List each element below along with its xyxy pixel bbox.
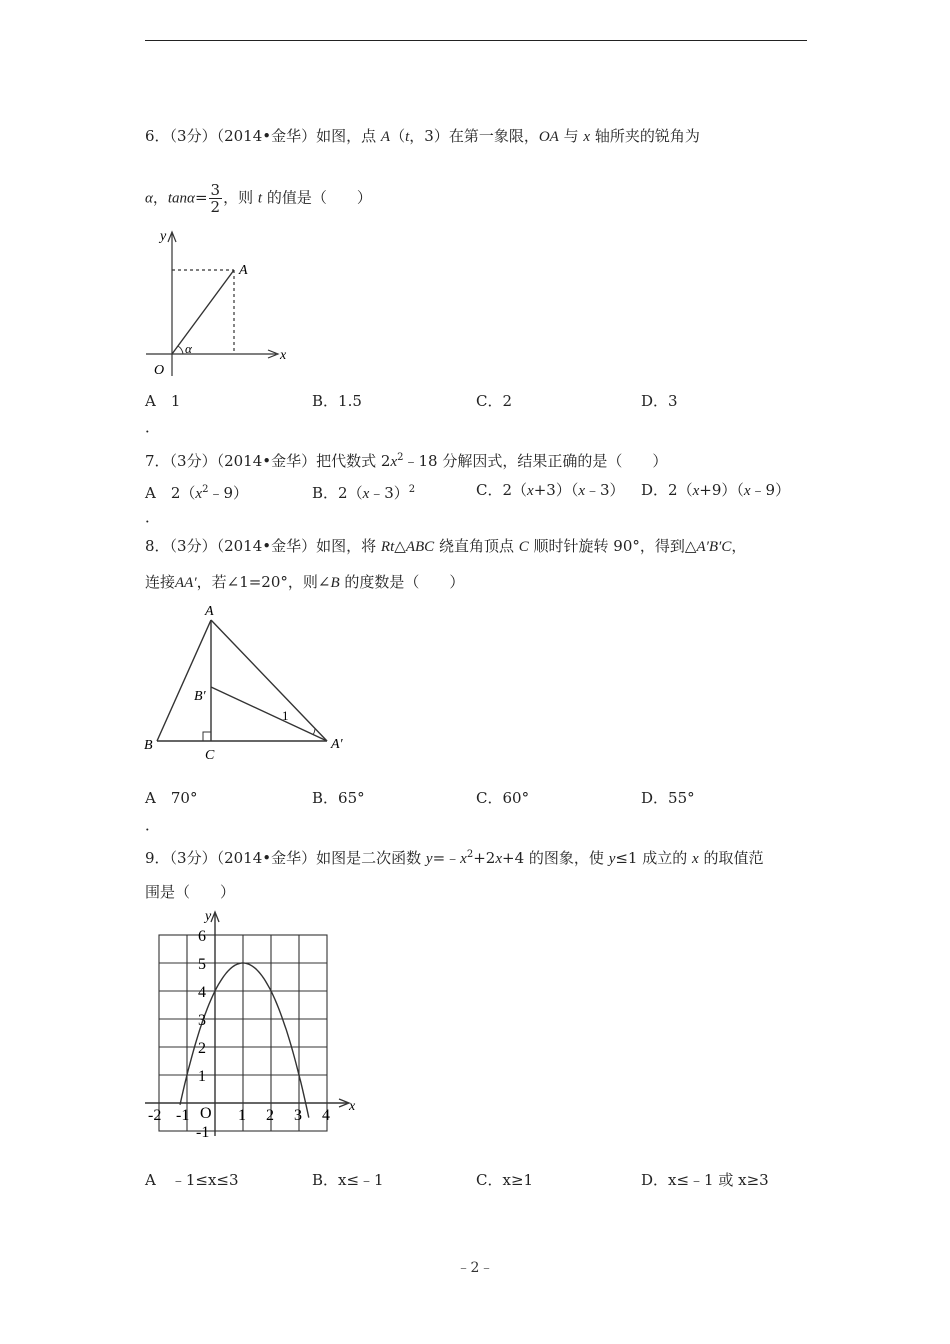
label-origin: O: [200, 1105, 212, 1122]
segment-OA: [172, 270, 234, 354]
question-7-stem: [145, 448, 667, 472]
label-y: y: [205, 909, 212, 924]
option-text: 65°: [338, 789, 365, 807]
option-letter: A: [145, 789, 156, 807]
stem-text: +2: [473, 849, 496, 867]
stem-text: ，若∠1=20°，则∠: [196, 573, 331, 591]
stem-text: 轴所夹的锐角为: [594, 127, 700, 145]
label-alpha: α: [185, 341, 192, 356]
question-6-option-a: [145, 391, 180, 411]
question-8-option-a: [145, 788, 197, 808]
label-A: A: [239, 263, 248, 278]
segment-AA-prime: [211, 620, 327, 741]
option-letter: D．: [641, 789, 669, 807]
stem-text: ≤1 成立的: [615, 849, 688, 867]
option-letter: D．: [641, 1171, 669, 1189]
stem-text: +4 的图象，使: [502, 849, 604, 867]
question-8-stem-line2: [145, 572, 464, 593]
y-tick-1: 1: [198, 1068, 206, 1085]
option-text: +9）（: [699, 481, 744, 499]
fraction-numerator: 3: [210, 181, 221, 199]
var-x: x: [743, 483, 751, 499]
label-y: y: [160, 229, 167, 244]
option-text: +3）（: [533, 481, 579, 499]
question-7-option-b: [312, 480, 415, 504]
label-angle-1: 1: [282, 708, 289, 723]
question-number: 9．: [145, 849, 170, 867]
var-AA-prime: AA′: [175, 575, 197, 591]
stem-text: 绕直角顶点: [438, 537, 514, 555]
question-8-stem-line1: [145, 536, 746, 557]
fraction: [209, 182, 223, 215]
question-6-stem-line1: [145, 126, 700, 147]
stem-text: △: [394, 537, 406, 555]
stem-text: ，则: [223, 188, 254, 207]
question-7-option-c: [476, 480, 625, 501]
option-a-dot: ．: [145, 418, 161, 436]
label-B-prime: B′: [194, 689, 206, 704]
option-letter: A: [145, 484, 156, 502]
superscript: 2: [408, 484, 416, 495]
stem-text: =﹣: [432, 849, 461, 867]
option-text: 1.5: [338, 392, 362, 410]
y-tick-4: 4: [198, 984, 206, 1001]
option-letter: C．: [476, 1171, 503, 1189]
question-number: 6．: [145, 127, 170, 145]
var-y: y: [608, 851, 616, 867]
option-text: 3: [668, 392, 678, 410]
question-9-stem-line1: [145, 845, 764, 869]
option-letter: C．: [476, 481, 503, 499]
var-x: x: [578, 483, 585, 499]
question-number: 7．: [145, 452, 170, 470]
question-8-option-d: [641, 788, 695, 808]
var-x: x: [195, 486, 203, 502]
option-text: 70°: [170, 789, 198, 807]
y-tick-2: 2: [198, 1040, 206, 1057]
option-letter: A: [145, 1171, 156, 1189]
x-tick-neg1: -1: [176, 1107, 190, 1124]
question-6-option-c: [476, 391, 512, 411]
option-text: 2（: [502, 481, 528, 499]
option-letter: B．: [312, 392, 339, 410]
option-letter: B．: [312, 484, 339, 502]
y-tick-neg1: -1: [196, 1124, 210, 1141]
label-A: A: [205, 604, 214, 619]
stem-text: ，: [731, 537, 747, 555]
option-text: 1: [170, 392, 181, 410]
question-8-option-c: [476, 788, 529, 808]
var-C: C: [518, 539, 529, 555]
var-A: A: [380, 129, 391, 145]
header-rule: [145, 40, 807, 41]
angle-1-arc: [313, 729, 315, 735]
var-x: x: [527, 483, 534, 499]
label-A-prime: A′: [331, 737, 343, 752]
var-OA: OA: [538, 129, 559, 145]
var-y: y: [425, 851, 433, 867]
var-B: B: [330, 575, 340, 591]
option-text: ﹣1≤x≤3: [170, 1171, 239, 1189]
question-9-option-a: [145, 1170, 239, 1190]
option-letter: B．: [312, 789, 339, 807]
question-9-figure: [142, 908, 362, 1142]
stem-text: =: [194, 188, 208, 207]
var-x: x: [692, 851, 699, 867]
option-text: 2（: [668, 481, 693, 499]
question-points: （3分）: [169, 849, 217, 867]
question-source: （2014•金华）: [216, 452, 317, 470]
question-9-option-d: [641, 1170, 769, 1190]
stem-text: 顺时针旋转 90°，得到△: [533, 537, 697, 555]
option-text: x≥1: [502, 1171, 534, 1189]
option-text: x≤﹣1: [338, 1171, 384, 1189]
option-text: ﹣3）: [369, 484, 409, 502]
question-9-stem-line2: 围是（ ）: [145, 883, 236, 901]
stem-text: 把代数式 2: [316, 452, 391, 470]
option-text: 2: [502, 392, 513, 410]
option-text: ﹣9）: [750, 481, 791, 499]
superscript: 2: [397, 452, 404, 463]
question-number: 8．: [145, 537, 170, 555]
option-text: 2（: [170, 484, 196, 502]
question-8-figure: [140, 600, 355, 766]
stem-text: 的度数是（ ）: [344, 573, 465, 591]
label-x: x: [280, 348, 287, 363]
var-tan: tanα: [167, 190, 195, 207]
stem-text: 如图，点: [316, 127, 377, 145]
option-text: ﹣3）: [585, 481, 625, 499]
question-points: （3分）: [169, 537, 217, 555]
option-a-dot: ．: [145, 816, 161, 834]
var-ABC: ABC: [405, 539, 435, 555]
label-x: x: [349, 1099, 356, 1114]
segment-Bprime-Aprime: [211, 687, 327, 741]
superscript: 2: [466, 849, 474, 860]
stem-text: 如图，将: [316, 537, 377, 555]
option-text: x≤﹣1 或 x≥3: [668, 1171, 769, 1189]
var-t: t: [405, 129, 410, 145]
stem-text: 如图是二次函数: [316, 849, 422, 867]
var-x: x: [390, 454, 398, 470]
option-letter: D．: [641, 481, 669, 499]
x-tick-neg2: -2: [148, 1107, 162, 1124]
question-6-figure: [140, 228, 300, 380]
stem-text: 与: [563, 127, 579, 145]
label-O: O: [154, 363, 165, 378]
var-x: x: [583, 129, 591, 145]
question-9-option-c: [476, 1170, 533, 1190]
option-letter: B．: [312, 1171, 339, 1189]
option-text: 60°: [502, 789, 530, 807]
label-B: B: [144, 738, 153, 753]
var-x: x: [460, 851, 467, 867]
question-source: （2014•金华）: [216, 127, 317, 145]
stem-text: 连接: [145, 573, 176, 591]
var-x: x: [692, 483, 700, 499]
question-9-option-b: [312, 1170, 384, 1190]
question-6-option-d: [641, 391, 678, 411]
segment-AB: [157, 620, 211, 741]
question-7-option-a: [145, 480, 248, 504]
superscript: 2: [202, 484, 209, 495]
question-6-option-b: [312, 391, 362, 411]
y-tick-3: 3: [198, 1012, 206, 1029]
y-tick-6: 6: [198, 928, 206, 945]
question-source: （2014•金华）: [216, 537, 317, 555]
x-tick-2: 2: [266, 1107, 274, 1124]
right-angle-mark: [203, 732, 211, 741]
option-a-dot: ．: [145, 508, 161, 526]
stem-text: （: [390, 127, 406, 145]
option-text: ﹣9）: [208, 484, 248, 502]
var-alpha: α: [145, 190, 153, 207]
x-tick-3: 3: [294, 1107, 302, 1124]
stem-text: ，: [152, 188, 168, 207]
option-letter: D．: [641, 392, 669, 410]
stem-text: 的取值范: [703, 849, 764, 867]
y-tick-5: 5: [198, 956, 206, 973]
question-points: （3分）: [169, 127, 217, 145]
page-number: ﹣2﹣: [456, 1260, 494, 1276]
question-points: （3分）: [169, 452, 217, 470]
question-7-option-d: [641, 480, 790, 501]
option-text: 2（: [338, 484, 363, 502]
question-6-stem-line2: [145, 182, 372, 215]
stem-text: 的值是（ ）: [266, 188, 372, 207]
stem-text: ，3）在第一象限，: [409, 127, 539, 145]
question-source: （2014•金华）: [216, 849, 317, 867]
option-letter: C．: [476, 789, 503, 807]
grid: [159, 935, 327, 1131]
question-8-option-b: [312, 788, 365, 808]
option-letter: C．: [476, 392, 503, 410]
label-C: C: [205, 748, 215, 763]
var-Rt: Rt: [380, 539, 395, 555]
stem-text: ﹣18 分解因式，结果正确的是（ ）: [403, 452, 668, 470]
var-x: x: [495, 851, 503, 867]
option-text: 55°: [668, 789, 695, 807]
var-t: t: [257, 190, 263, 207]
option-letter: A: [145, 392, 156, 410]
var-ABC-prime: A′B′C: [696, 539, 732, 555]
fraction-denominator: 2: [210, 198, 221, 216]
var-x: x: [362, 486, 370, 502]
x-tick-4: 4: [322, 1107, 330, 1124]
angle-arc: [178, 346, 183, 354]
x-tick-1: 1: [238, 1107, 246, 1124]
